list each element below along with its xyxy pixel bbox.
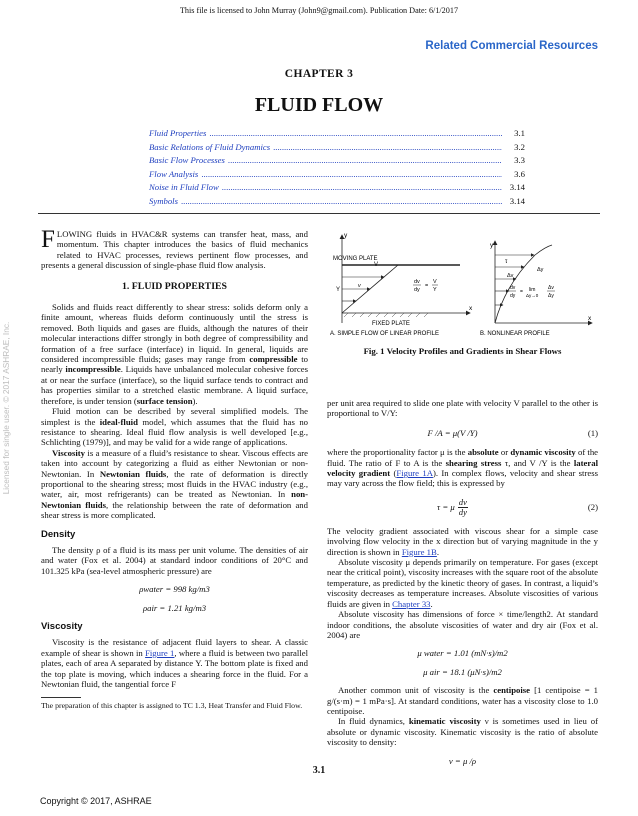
left-column: [41, 226, 309, 711]
figure-1a-link[interactable]: Figure 1A: [396, 468, 433, 479]
x-label-a: x: [469, 305, 473, 312]
page-number: 3.1: [312, 765, 326, 776]
toc-page: 3.1: [514, 128, 525, 138]
toc-row: [149, 168, 525, 182]
text: Fluid motion can be described by several simplified models. The simplest is the: [41, 406, 308, 427]
delta-v-label: Δv: [507, 273, 514, 279]
toc-leader: [273, 141, 502, 155]
dy-label-b: dy: [510, 293, 516, 299]
v-top-label: V: [374, 262, 379, 268]
copyright-notice: Copyright © 2017, ASHRAE: [40, 796, 152, 806]
text: [1 centipoise = 1 g/(s·m) = 1 mPa·s]. At standard conditions, water has a viscosity close to 1.0 centipoise.: [327, 685, 598, 716]
page-title: FLUID FLOW: [254, 94, 384, 116]
text: model, which assumes that the fluid has no resistance to shearing. Ideal fluid flow analysis is well developed [e.g., Schlichting (1979)], and may be valid for a wide range of applications.: [41, 416, 309, 448]
chapter-label: CHAPTER 3: [284, 68, 354, 80]
toc-page: 3.14: [509, 182, 525, 193]
dv-label: dv: [414, 279, 420, 285]
dy-frac-bottom: Δy: [548, 293, 554, 299]
eq2-numerator: dv: [458, 496, 467, 507]
paragraph: [327, 716, 598, 747]
dv-label-b: dv: [510, 285, 516, 291]
toc-leader: [228, 154, 502, 168]
panel-b-label: B. NONLINEAR PROFILE: [480, 331, 550, 337]
panel-a-label: A. SIMPLE FLOW OF LINEAR PROFILE: [330, 331, 440, 337]
paragraph: [327, 526, 598, 557]
panel-a: [330, 232, 473, 337]
eq2-lhs: τ = μ: [437, 502, 455, 513]
text: is a measure of a fluid’s resistance to shear. Viscous effects are taken into account by categorizing a fluid as either Newtonian or non-Newtonian. In: [41, 447, 309, 479]
term-incompressible: incompressible: [65, 364, 121, 375]
text: ). In complex flows, velocity and shear stress may vary across the flow field; this is expressed by: [327, 468, 598, 489]
equals: =: [425, 283, 429, 289]
eq2-denominator: dy: [458, 506, 467, 517]
moving-plate-label: MOVING PLATE: [333, 256, 378, 262]
toc-link-flow-analysis[interactable]: Flow Analysis: [149, 168, 199, 179]
toc-page: 3.2: [514, 141, 525, 152]
text: , where a fluid is between two parallel plates, each of area A separated by distance Y. The bottom plate is fixed and the top plate is moving, which induces a shearing force in the fluid. For a Newtonian fluid, the tangential force F: [41, 647, 309, 690]
figure-1-diagram: [330, 225, 600, 337]
eq2-fraction: [458, 498, 468, 517]
text: ).: [192, 395, 198, 406]
toc-row: [149, 127, 525, 141]
equation-nu: ν = μ /ρ: [448, 755, 477, 766]
term-non-newtonian: non-Newtonian fluids: [41, 489, 309, 510]
figure-caption: Fig. 1 Velocity Profiles and Gradients in Shear Flows: [363, 346, 562, 356]
section-heading: 1. FLUID PROPERTIES: [122, 280, 227, 292]
nonlinear-profile: [495, 245, 552, 323]
toc-row: [149, 195, 525, 209]
equation-1: [327, 428, 598, 438]
table-of-contents: [149, 127, 525, 209]
equation-number: (2): [587, 502, 598, 513]
term-viscosity: Viscosity: [52, 447, 85, 458]
lim-sub: Δy→0: [526, 293, 539, 298]
x-label-b: x: [588, 315, 592, 322]
text: Another common unit of viscosity is the: [338, 685, 490, 696]
text: or: [500, 447, 509, 458]
toc-link-basic-flow-processes[interactable]: Basic Flow Processes: [149, 155, 225, 166]
text: to nearly: [41, 354, 308, 375]
toc-link-noise[interactable]: Noise in Fluid Flow: [149, 182, 219, 193]
term-compressible: compressible: [249, 354, 298, 365]
equation-rho-water: ρwater = 998 kg/m3: [139, 584, 210, 595]
license-watermark: [0, 0, 12, 816]
toc-page: 3.14: [509, 195, 525, 206]
toc-leader: [222, 181, 502, 195]
panel-b: [480, 241, 592, 337]
figure-1-link[interactable]: Figure 1: [145, 647, 175, 658]
toc-link-fluid-properties[interactable]: Fluid Properties: [149, 128, 207, 138]
license-notice: This file is licensed to John Murray (John9@gmail.com). Publication Date: 6/1/2017: [179, 6, 459, 15]
paragraph: [327, 447, 598, 489]
watermark-text: Licensed for single user. © 2017 ASHRAE, Inc.: [1, 321, 11, 495]
equals-b: =: [520, 289, 523, 295]
dy-label: dy: [414, 287, 420, 293]
toc-row: [149, 141, 525, 155]
text: where the proportionality factor μ is the: [327, 447, 466, 458]
paragraph: [41, 406, 308, 448]
term-kinematic-viscosity: kinematic viscosity: [408, 716, 481, 727]
toc-leader: [201, 168, 502, 182]
text: Absolute viscosity μ depends primarily on temperature. For gases (except near the critical point), viscosity increases with the square root of the absolute temperature, as predicted by the kinetic theory of gases. In contrast, a liquid’s viscosity decreases as temperature increases. Absolute viscosities of various fluids are given in: [327, 557, 598, 609]
footnote-rule: [41, 697, 81, 698]
lim-label: lim: [529, 287, 536, 293]
subheading-viscosity: Viscosity: [41, 621, 83, 632]
text: τ, and V /Y is the: [504, 457, 571, 468]
toc-link-basic-relations[interactable]: Basic Relations of Fluid Dynamics: [149, 141, 271, 152]
related-resources-link[interactable]: Related Commercial Resources: [425, 40, 598, 52]
dv-frac-top: Δv: [548, 285, 554, 291]
v-label-a: v: [358, 283, 361, 289]
text: of the fluid. The ratio of F to A is the: [327, 447, 599, 468]
fixed-plate-hatch: [344, 313, 428, 317]
toc-leader: [209, 127, 502, 141]
toc-row: [149, 181, 525, 195]
paragraph: [41, 637, 308, 689]
drop-cap: F: [41, 226, 55, 253]
term-lateral-gradient: lateral velocity gradient: [327, 457, 598, 479]
toc-page: 3.3: [514, 155, 525, 166]
equation-rho-air: ρair = 1.21 kg/m3: [142, 602, 207, 613]
text: . Liquids have unbalanced molecular cohesive forces at or near the surface (interface), so the liquid surface tends to contract and has properties similar to a stretched elastic membrane. A liquid surface, therefore, is under tension (: [41, 364, 308, 406]
equation-2: [327, 498, 598, 517]
subheading-density: Density: [41, 528, 76, 540]
paragraph: per unit area required to slide one plate with velocity V parallel to the other is proportional to V/Y:: [327, 398, 598, 419]
fixed-plate-label: FIXED PLATE: [372, 321, 410, 327]
equation-body: [327, 498, 578, 517]
text: Viscosity is the resistance of adjacent fluid layers to shear. A classic example of shear is shown in: [41, 637, 308, 658]
section-divider: [38, 213, 600, 214]
gap-y-label: Y: [336, 287, 341, 293]
tau-label: τ: [505, 259, 508, 265]
equation-body: F /A = μ(V /Y): [427, 427, 478, 438]
toc-leader: [181, 195, 502, 209]
Y-den: Y: [433, 287, 437, 293]
figure-1b-link[interactable]: Figure 1B: [401, 546, 437, 557]
text: .: [430, 598, 433, 609]
footnote: The preparation of this chapter is assigned to TC 1.3, Heat Transfer and Fluid Flow.: [41, 701, 303, 711]
term-shearing-stress: shearing stress: [445, 457, 502, 468]
intro-text: LOWING fluids in HVAC&R systems can transfer heat, mass, and momentum. This chapter introduces the basics of fluid mechanics related to HVAC processes, reviews pertinent flow processes, and presents a general discussion of single-phase fluid flow analysis.: [41, 229, 308, 271]
y-label-b: y: [490, 242, 494, 249]
equation-number: (1): [587, 427, 598, 438]
term-surface-tension: surface tension: [136, 395, 193, 406]
text: Solids and fluids react differently to shear stress: solids deform only a finite amount, whereas fluids deform continuously until the stress is removed. Both liquids and gases are fluids, although the natures of their molecular interactions differ strongly in both degree of compressibility and formation of a free surface (interface) in liquid. In general, liquids are considered incompressible fluids; gases may range from: [41, 302, 308, 365]
right-column: [327, 398, 598, 774]
paragraph: [327, 685, 598, 716]
term-ideal-fluid: ideal-fluid: [99, 416, 138, 427]
text: , the rate of deformation is directly proportional to the shearing stress; most fluids in the HVAC industry (e.g., water, air, most refrigerants) can be treated as Newtonian. In: [41, 468, 309, 500]
text: ν is sometimes used in lieu of absolute or dynamic viscosity. Kinematic viscosity is the ratio of absolute viscosity to density:: [327, 716, 599, 748]
paragraph: [41, 302, 308, 406]
paragraph: [41, 448, 308, 521]
delta-y-label: Δy: [537, 267, 544, 273]
toc-row: [149, 154, 525, 168]
y-label-a: y: [344, 232, 348, 239]
term-centipoise: centipoise: [493, 685, 531, 696]
equation-mu-air: μ air = 18.1 (μN·s)/m2: [423, 666, 502, 677]
toc-page: 3.6: [514, 168, 525, 179]
V-num: V: [433, 279, 437, 285]
paragraph: [327, 557, 598, 609]
text: The velocity gradient associated with viscous shear for a simple case involving flow velocity in the x direction but of varying magnitude in the y direction is shown in: [327, 525, 598, 557]
paragraph: Absolute viscosity has dimensions of force × time/length2. At standard indoor conditions, the absolute viscosities of water and dry air (Fox et al. 2004) are: [327, 609, 598, 640]
term-absolute: absolute: [467, 447, 499, 458]
text: , the relationship between the rate of deformation and shear stress is more complicated.: [41, 499, 308, 521]
text: In fluid dynamics,: [338, 716, 405, 727]
text: (: [393, 468, 397, 479]
intro-paragraph: [41, 226, 308, 271]
term-newtonian: Newtonian fluids: [99, 468, 167, 479]
text: .: [436, 546, 439, 557]
term-dynamic-viscosity: dynamic viscosity: [510, 447, 576, 458]
equation-mu-water: μ water = 1.01 (mN·s)/m2: [417, 648, 508, 659]
paragraph: The density ρ of a fluid is its mass per unit volume. The densities of air and water (Fox et al. 2004) at standard indoor conditions of 20°C and 101.325 kPa (sea-level atmospheric pressure) are: [41, 544, 308, 576]
toc-link-symbols[interactable]: Symbols: [149, 195, 178, 206]
chapter-33-link[interactable]: Chapter 33: [392, 598, 431, 609]
